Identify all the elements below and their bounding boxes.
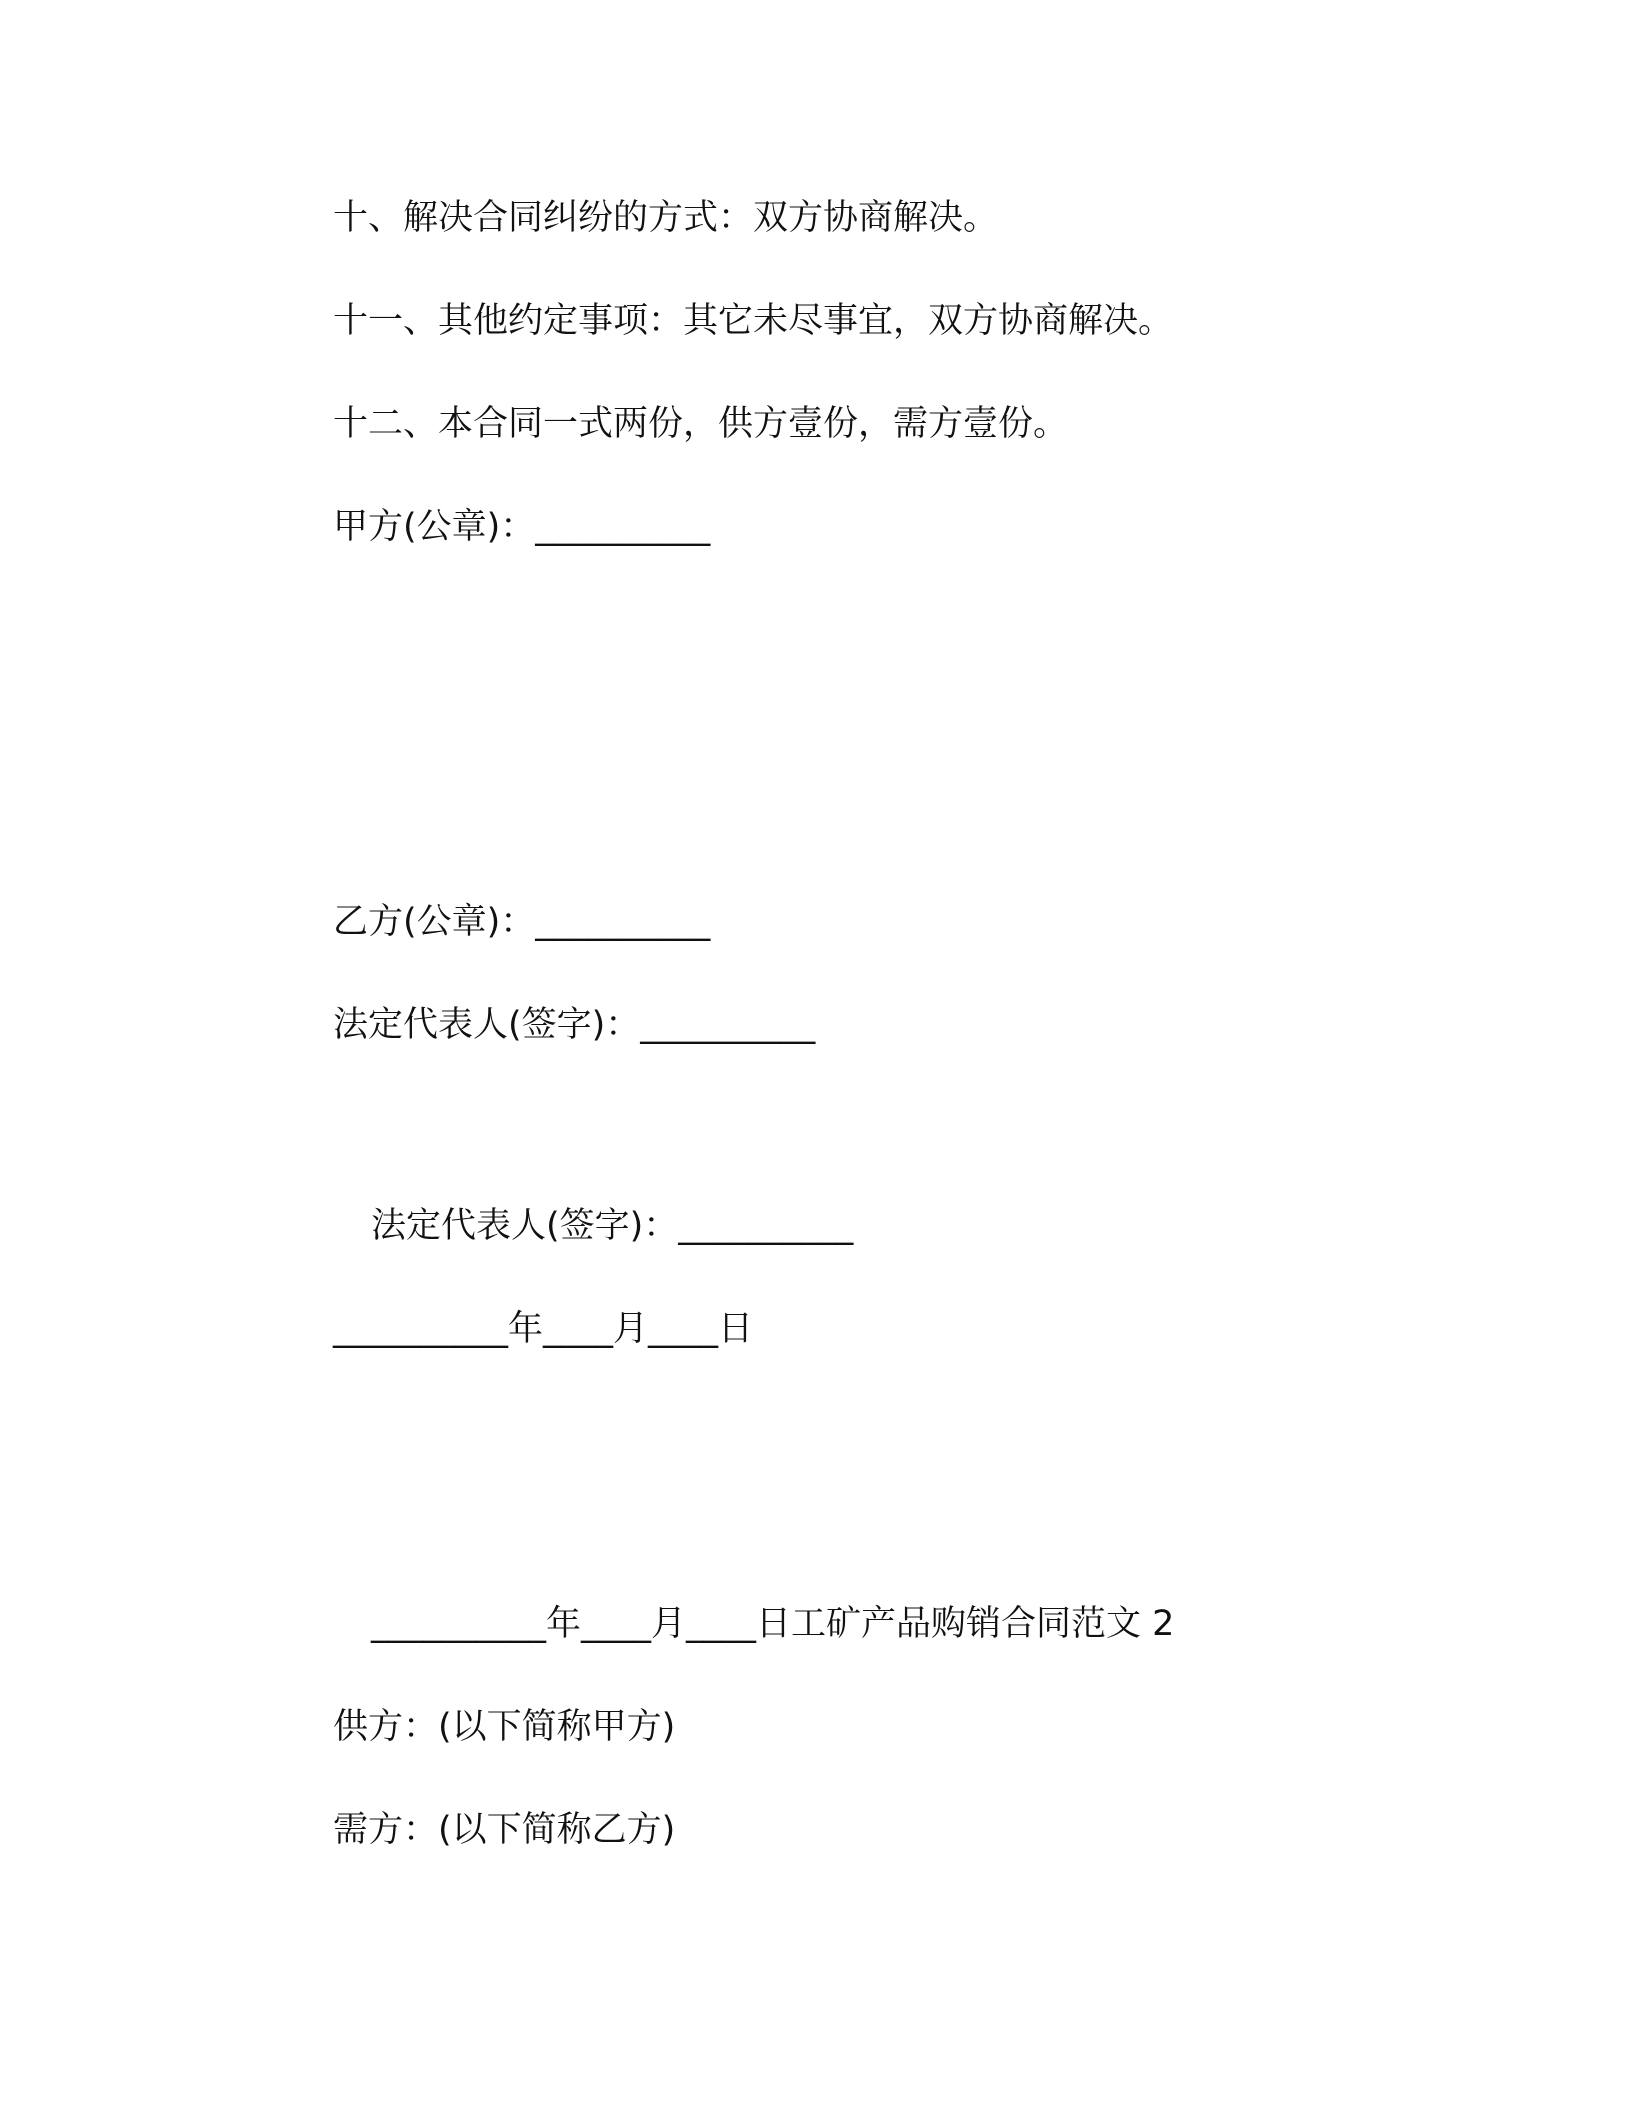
party-a-seal-line: 甲方(公章)：__________ — [333, 507, 711, 547]
legal-representative-signature-line-2: 法定代表人(签字)：__________ — [371, 1206, 854, 1246]
clause-12: 十二、本合同一式两份，供方壹份，需方壹份。 — [333, 404, 1069, 444]
clause-10: 十、解决合同纠纷的方式：双方协商解决。 — [333, 198, 999, 238]
date-line: __________年____月____日 — [333, 1309, 754, 1349]
buyer-line: 需方：(以下简称乙方) — [333, 1810, 676, 1850]
party-b-seal-line: 乙方(公章)：__________ — [333, 902, 711, 942]
clause-11: 十一、其他约定事项：其它未尽事宜，双方协商解决。 — [333, 301, 1174, 341]
supplier-line: 供方：(以下简称甲方) — [333, 1707, 676, 1747]
legal-representative-signature-line: 法定代表人(签字)：__________ — [333, 1005, 816, 1045]
next-contract-title: __________年____月____日工矿产品购销合同范文 2 — [371, 1604, 1175, 1644]
